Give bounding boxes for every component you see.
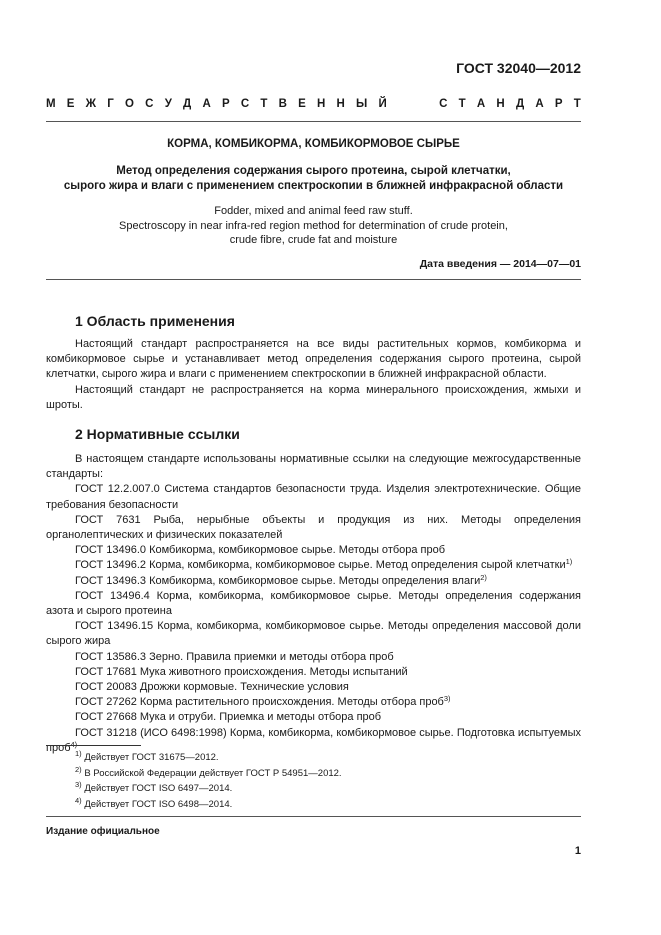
reference-text: ГОСТ 12.2.007.0 Система стандартов безопасности труда. Изделия электротехнические. Общие требования безопасности xyxy=(46,483,581,511)
title-divider xyxy=(46,279,581,280)
reference-text: ГОСТ 17681 Мука животного происхождения. Методы испытаний xyxy=(75,665,408,678)
banner-letter: С xyxy=(240,98,250,110)
page-number: 1 xyxy=(574,845,581,857)
reference-item xyxy=(46,482,581,512)
banner-letter: Н xyxy=(496,98,505,110)
reference-item xyxy=(46,513,581,543)
document-subtitle xyxy=(46,164,581,194)
banner-letter: Ж xyxy=(85,98,97,110)
banner-letter: Т xyxy=(573,98,581,110)
header-divider xyxy=(46,121,581,122)
paragraph: Настоящий стандарт распространяется на все виды растительных кормов, комбикорма и комбикормовое сырье и устанавливает метод определения содержания сырого протеина, сырой клетчатки, сырого жира и влаги с применением спектроскопии в ближней инфракрасной области. xyxy=(46,338,581,381)
banner-letter: Т xyxy=(260,98,268,110)
footnote-mark: 2) xyxy=(75,764,82,774)
footnote-marker[interactable]: 3) xyxy=(443,694,451,704)
reference-text: ГОСТ 13496.4 Корма, комбикорма, комбикормовое сырье. Методы определения содержания азота и сырого протеина xyxy=(46,589,581,618)
english-title-line: Spectroscopy in near infra-red region method for determination of crude protein, xyxy=(119,219,508,232)
banner-letter: М xyxy=(46,98,56,110)
banner-letter: Д xyxy=(183,98,192,110)
reference-text: ГОСТ 27262 Корма растительного происхождения. Методы отбора проб xyxy=(75,696,444,709)
banner-letter: О xyxy=(125,98,134,110)
references-list xyxy=(46,482,581,756)
section-2-body xyxy=(46,452,581,756)
banner-letter: Н xyxy=(316,98,326,110)
banner-letter: Г xyxy=(107,98,114,110)
footnote-text: Действует ГОСТ ISO 6497—2014. xyxy=(84,783,233,794)
reference-text: ГОСТ 13496.0 Комбикорма, комбикормовое сырье. Методы отбора проб xyxy=(75,544,446,557)
reference-text: ГОСТ 7631 Рыба, нерыбные объекты и продукция из них. Методы определения органолептических и физических показателей xyxy=(46,513,581,542)
banner-letter: А xyxy=(476,98,486,110)
footnote-marker[interactable]: 2) xyxy=(480,572,487,582)
footnote-text: Действует ГОСТ ISO 6498—2014. xyxy=(84,798,233,810)
edition-label: Издание официальное xyxy=(46,826,160,837)
footnote-mark: 4) xyxy=(75,795,82,805)
document-title: КОРМА, КОМБИКОРМА, КОМБИКОРМОВОЕ СЫРЬЕ xyxy=(167,138,460,150)
standard-type-banner xyxy=(46,98,581,110)
reference-text: ГОСТ 20083 Дрожжи кормовые. Технические условия xyxy=(75,681,349,694)
english-title-line: crude fibre, crude fat and moisture xyxy=(229,234,398,246)
footnote-item xyxy=(75,781,342,797)
reference-text: ГОСТ 13586.3 Зерно. Правила приемки и методы отбора проб xyxy=(75,650,394,663)
banner-letter: В xyxy=(278,98,287,110)
banner-letter: А xyxy=(535,98,544,110)
banner-gap xyxy=(398,98,428,110)
reference-item xyxy=(46,543,581,558)
footnote-text: В Российской Федерации действует ГОСТ Р 54951—2012. xyxy=(84,767,342,779)
footnotes xyxy=(75,750,342,812)
banner-letter: Р xyxy=(554,98,563,110)
footer-divider xyxy=(46,816,581,817)
reference-text: ГОСТ 13496.15 Корма, комбикорма, комбикормовое сырье. Методы определения массовой доли сырого жира xyxy=(46,620,581,648)
reference-item xyxy=(46,558,581,573)
paragraph: Настоящий стандарт не распространяется на корма минерального происхождения, жмыхи и шроты. xyxy=(46,383,581,411)
banner-letter: Р xyxy=(221,98,230,110)
footnote-marker[interactable]: 4) xyxy=(70,739,78,749)
banner-letter: Й xyxy=(378,98,387,110)
reference-text: ГОСТ 27668 Мука и отруби. Приемка и методы отбора проб xyxy=(75,711,382,724)
reference-item xyxy=(46,710,581,725)
english-title xyxy=(46,204,581,248)
footnote-mark: 1) xyxy=(75,749,82,758)
subtitle-line: Метод определения содержания сырого протеина, сырой клетчатки, xyxy=(116,165,511,177)
section-1-body xyxy=(46,337,581,413)
introduction-date: Дата введения — 2014—07—01 xyxy=(419,258,581,270)
english-title-line: Fodder, mixed and animal feed raw stuff. xyxy=(214,205,413,217)
section-1-heading: 1 Область применения xyxy=(75,313,235,329)
banner-letter: А xyxy=(202,98,211,110)
banner-letter: Т xyxy=(458,98,466,110)
reference-item xyxy=(46,574,581,589)
reference-item xyxy=(46,650,581,665)
banner-letter: С xyxy=(145,98,154,110)
paragraph: В настоящем стандарте использованы нормативные ссылки на следующие межгосударственные стандарты: xyxy=(46,453,581,481)
document-code: ГОСТ 32040—2012 xyxy=(456,60,581,76)
banner-letter: Д xyxy=(515,98,525,110)
banner-letter: Е xyxy=(298,98,306,110)
reference-text: ГОСТ 13496.3 Комбикорма, комбикормовое сырье. Методы определения влаги xyxy=(75,574,481,587)
reference-item xyxy=(46,695,581,710)
footnote-item xyxy=(75,797,342,813)
reference-item xyxy=(46,619,581,649)
banner-letter: Н xyxy=(336,98,345,110)
section-2-heading: 2 Нормативные ссылки xyxy=(75,426,240,442)
banner-letter: С xyxy=(439,98,448,110)
footnote-item xyxy=(75,750,342,766)
banner-letter: Ы xyxy=(356,98,368,110)
reference-text: ГОСТ 31218 (ИСО 6498:1998) Корма, комбикорма, комбикормовое сырье. Подготовка испытуемых проб xyxy=(46,726,581,754)
reference-text: ГОСТ 13496.2 Корма, комбикорма, комбикормовое сырье. Метод определения сырой клетчатки xyxy=(75,559,566,572)
reference-item xyxy=(46,589,581,619)
footnote-mark: 3) xyxy=(75,780,82,789)
subtitle-line: сырого жира и влаги с применением спектроскопии в ближней инфракрасной области xyxy=(63,180,564,192)
footnote-marker[interactable]: 1) xyxy=(565,557,573,567)
banner-letter: Е xyxy=(66,98,75,110)
banner-letter: У xyxy=(164,98,172,110)
reference-item xyxy=(46,665,581,680)
footnote-text: Действует ГОСТ 31675—2012. xyxy=(84,752,219,763)
footnote-item xyxy=(75,766,342,782)
footnote-divider xyxy=(46,745,141,746)
reference-item xyxy=(46,680,581,695)
